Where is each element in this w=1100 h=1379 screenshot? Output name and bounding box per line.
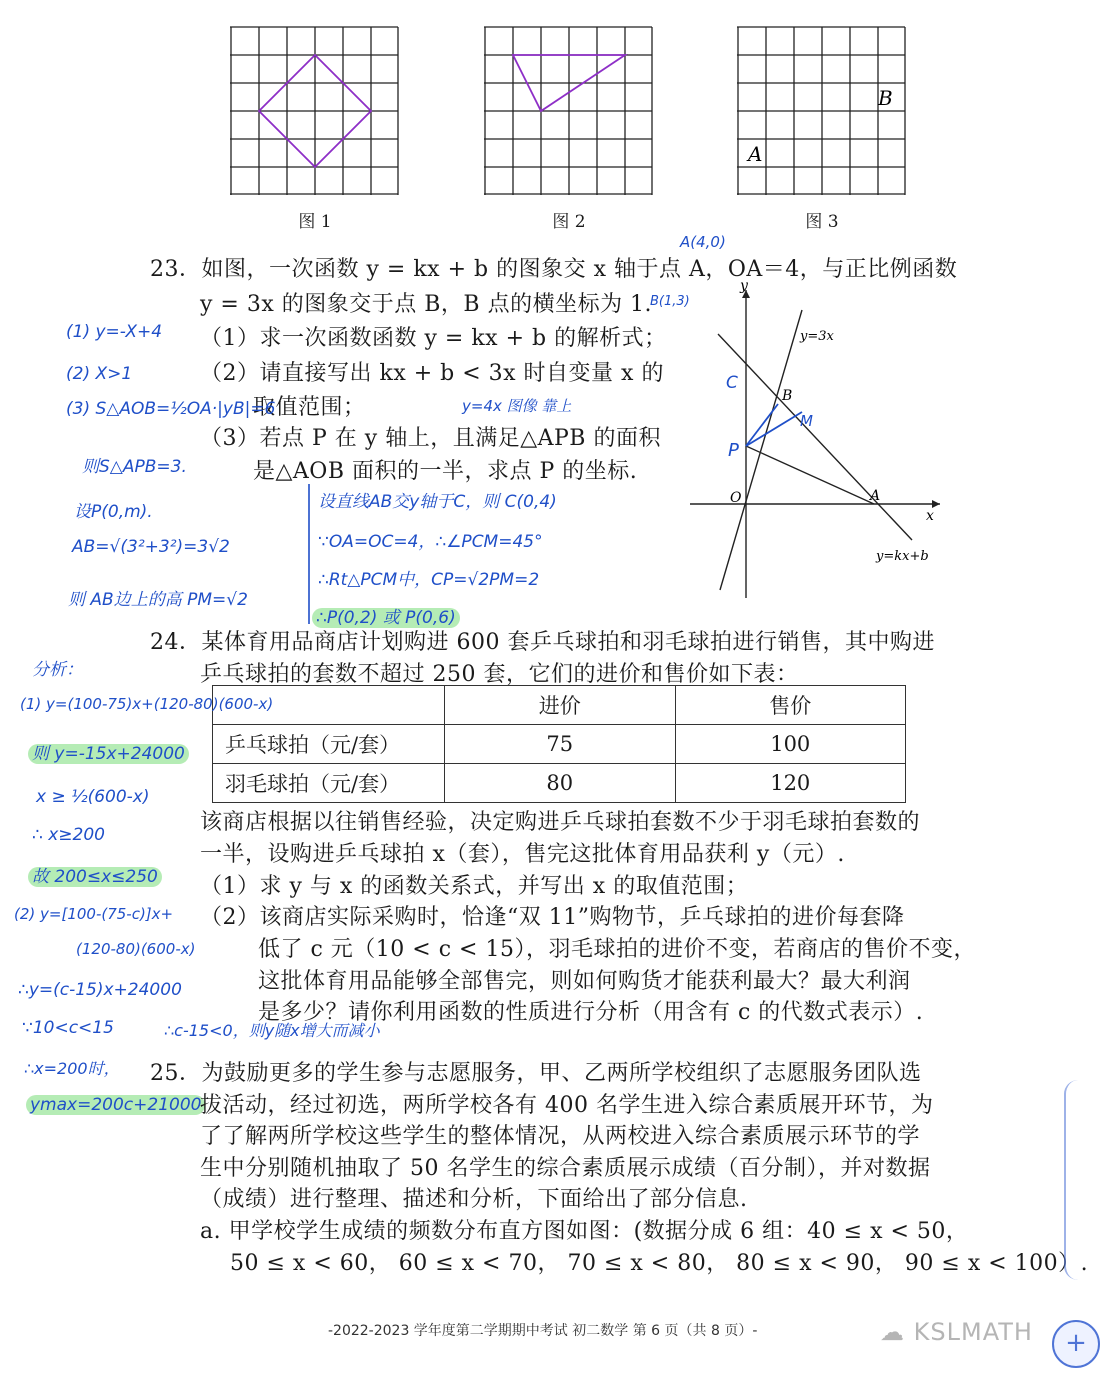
hw-q24-12: ∴x=200时， <box>24 1059 120 1078</box>
hw-b-coord: B(1,3) <box>650 294 690 309</box>
watermark <box>880 1318 1033 1346</box>
q23-line-1: 23．如图，一次函数 y = kx + b 的图象交 x 轴于点 A，OA＝4，与正比例函数 <box>150 257 958 282</box>
q23-line-6: （3）若点 P 在 y 轴上，且满足△APB 的面积 <box>200 426 661 451</box>
q24-line-1: 24．某体育用品商店计划购进 600 套乒乓球拍和羽毛球拍进行销售，其中购进 <box>150 630 935 655</box>
q25-line-4: 生中分别随机抽取了 50 名学生的综合素质展示成绩（百分制），并对数据 <box>200 1156 931 1181</box>
q23-line-2: y = 3x 的图象交于点 B，B 点的横坐标为 1. <box>200 292 653 317</box>
hw-q24-2: (1) y=(100-75)x+(120-80)(600-x) <box>20 695 274 713</box>
q23-line-7: 是△AOB 面积的一半，求点 P 的坐标. <box>253 459 638 484</box>
hw-q23-1: (1) y=-X+4 <box>66 322 163 342</box>
hw-q24-3-text: 则 y=-15x+24000 <box>28 744 189 764</box>
hw-q24-5: ∴ x≥200 <box>32 825 105 845</box>
graph-x-label: x <box>926 508 934 524</box>
table-cell: 75 <box>445 725 676 764</box>
q25-line-2: 拔活动，经过初选，两所学校各有 400 名学生进入综合素质展开环节，为 <box>200 1093 934 1118</box>
q24-after-5: 低了 c 元（10 < c < 15），羽毛球拍的进价不变，若商店的售价不变， <box>258 937 976 962</box>
q24-after-2: 一半，设购进乒乓球拍 x（套），售完这批体育用品获利 y（元）. <box>200 842 845 867</box>
q23-line-5: 取值范围； <box>253 395 366 420</box>
hw-q23-3: (3) S△AOB=½OA·|yB|=6 <box>66 399 276 419</box>
table-cell: 100 <box>675 725 906 764</box>
page-footer: -2022-2023 学年度第二学期期中考试 初二数学 第 6 页（共 8 页）- <box>328 1323 758 1339</box>
hw-q24-9: ∴y=(c-15)x+24000 <box>18 980 182 1000</box>
hw-q24-6 <box>28 862 162 887</box>
figure-2 <box>484 27 654 195</box>
figure-3 <box>737 27 907 195</box>
table-header-cell: 进价 <box>445 686 676 725</box>
figure-1-caption: 图 1 <box>298 212 332 232</box>
graph-point-a: A <box>870 488 881 504</box>
q23-line-3: （1）求一次函数函数 y = kx + b 的解析式； <box>200 326 667 351</box>
point-a-label: A <box>748 142 763 166</box>
graph-line1-label: y=3x <box>800 329 834 344</box>
table-cell: 120 <box>675 764 906 803</box>
zoom-plus-button[interactable]: + <box>1052 1320 1100 1368</box>
table-header-cell: 售价 <box>675 686 906 725</box>
hw-q24-1: 分析： <box>32 660 83 680</box>
table-row <box>213 725 906 764</box>
hw-q23-6: AB=√(3²+3²)=3√2 <box>72 537 230 557</box>
hw-q23-11-text: ∴P(0,2) 或 P(0,6) <box>312 608 460 628</box>
hw-q24-13 <box>26 1095 205 1115</box>
table-header-row <box>213 686 906 725</box>
graph-point-b: B <box>782 388 793 404</box>
side-panel-edge[interactable] <box>1064 1080 1080 1280</box>
q25-line-3: 了了解两所学校这些学生的整体情况，从两校进入综合素质展示环节的学 <box>200 1124 921 1149</box>
hw-q23-2: (2) X>1 <box>66 364 133 384</box>
graph-line2-label: y=kx+b <box>876 549 929 564</box>
hw-q23-5: 设P(0,m). <box>74 502 153 522</box>
graph-point-m: M <box>800 412 813 430</box>
hw-q24-6-text: 故 200≤x≤250 <box>28 867 162 887</box>
q25-line-6: a. 甲学校学生成绩的频数分布直方图如图：(数据分成 6 组：40 ≤ x < 50， <box>200 1219 969 1244</box>
table-cell: 乒乓球拍（元/套） <box>213 725 445 764</box>
hw-q23-7: 则 AB边上的高 PM=√2 <box>68 590 248 610</box>
hw-bracket-line <box>308 484 310 624</box>
q24-after-4: （2）该商店实际采购时，恰逢“双 11”购物节，乒乓球拍的进价每套降 <box>200 905 905 930</box>
q24-line-2: 乒乓球拍的套数不超过 250 套，它们的进价和售价如下表： <box>200 662 799 687</box>
hw-q24-10: ∵10<c<15 <box>22 1018 114 1038</box>
q23-line-4: （2）请直接写出 kx + b < 3x 时自变量 x 的 <box>200 361 664 386</box>
graph-y-label: y <box>740 278 748 294</box>
graph-point-c: C <box>726 373 738 393</box>
hw-q23-10: ∴Rt△PCM中，CP=√2PM=2 <box>318 570 540 590</box>
wechat-icon: ☁ <box>880 1318 914 1346</box>
hw-q24-11: ∴c-15<0，则y随x增大而减小 <box>164 1021 380 1040</box>
table-cell: 羽毛球拍（元/套） <box>213 764 445 803</box>
table-row <box>213 764 906 803</box>
figure-1 <box>230 27 400 195</box>
hw-q23-4: 则S△APB=3. <box>82 457 187 477</box>
hw-q23-note: y=4x 图像 靠上 <box>462 397 572 415</box>
hw-q24-3 <box>28 739 189 764</box>
hw-q24-13-text: ymax=200c+21000 <box>26 1095 205 1115</box>
hw-q23-8: 设直线AB交y轴于C，则 C(0,4) <box>318 492 557 512</box>
watermark-text: KSLMATH <box>913 1318 1033 1346</box>
q25-line-7: 50 ≤ x < 60， 60 ≤ x < 70， 70 ≤ x < 80， 80 ≤ x < 90， 90 ≤ x < 100）. <box>230 1251 1089 1276</box>
table-cell: 80 <box>445 764 676 803</box>
figure-2-caption: 图 2 <box>552 212 586 232</box>
figure-3-caption: 图 3 <box>805 212 839 232</box>
graph-point-p: P <box>728 440 739 461</box>
hw-q24-4: x ≥ ½(600-x) <box>36 787 150 807</box>
hw-q24-7: (2) y=[100-(75-c)]x+ <box>14 905 174 923</box>
hw-q23-9: ∵OA=OC=4，∴∠PCM=45° <box>318 532 543 552</box>
price-table <box>212 685 906 803</box>
q24-after-1: 该商店根据以往销售经验，决定购进乒乓球拍套数不少于羽毛球拍套数的 <box>200 810 921 835</box>
hw-q24-8: (120-80)(600-x) <box>76 940 196 958</box>
q25-line-1: 25．为鼓励更多的学生参与志愿服务，甲、乙两所学校组织了志愿服务团队选 <box>150 1061 922 1086</box>
q23-graph <box>690 280 950 600</box>
point-b-label: B <box>878 86 893 110</box>
hw-a-coord: A(4,0) <box>680 233 726 251</box>
q25-line-5: （成绩）进行整理、描述和分析，下面给出了部分信息. <box>200 1187 748 1212</box>
q24-after-6: 这批体育用品能够全部售完，则如何购货才能获利最大？最大利润 <box>258 969 911 994</box>
q24-after-3: （1）求 y 与 x 的函数关系式，并写出 x 的取值范围； <box>200 874 749 899</box>
graph-origin-label: O <box>730 490 742 506</box>
q24-after-7: 是多少？请你利用函数的性质进行分析（用含有 c 的代数式表示）. <box>258 1000 924 1025</box>
